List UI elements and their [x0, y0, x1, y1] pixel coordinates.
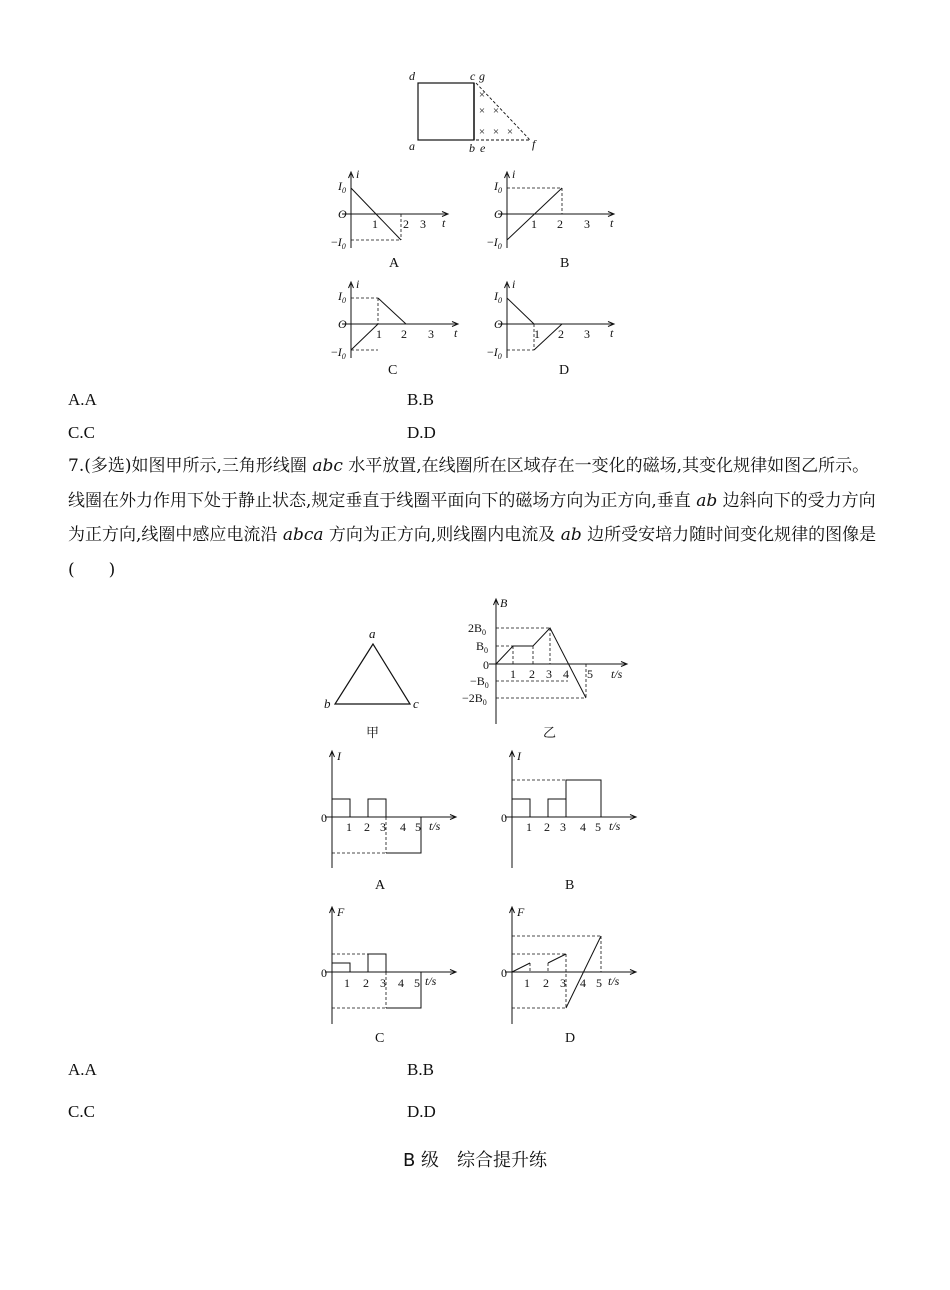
vertex-a: a	[369, 626, 376, 641]
tick-2: 2	[401, 327, 407, 341]
tick-1: 1	[534, 327, 540, 341]
tick-4: 4	[580, 820, 586, 834]
tick-3: 3	[380, 820, 386, 834]
q7-graph-a	[300, 744, 460, 870]
q6-graph-a	[330, 168, 460, 253]
label-b: b	[469, 141, 475, 155]
tick-3: 3	[584, 217, 590, 231]
origin-label: O	[338, 317, 347, 331]
tick-3: 3	[560, 820, 566, 834]
q7-body	[68, 456, 876, 580]
axis-ts: t/s	[609, 819, 621, 833]
q7-caption-c: C	[375, 1031, 385, 1046]
origin-label: O	[338, 207, 347, 221]
q7-graph-d	[480, 900, 640, 1026]
q7-figure-jia	[318, 624, 428, 716]
origin-0: 0	[501, 966, 507, 980]
axis-ts: t/s	[429, 819, 441, 833]
q6-caption-d: D	[559, 363, 570, 378]
q7-variable: ab	[560, 525, 582, 545]
i0-label: $I_0$	[494, 289, 502, 305]
origin-label: O	[494, 317, 503, 331]
tick-1: 1	[346, 820, 352, 834]
field-cross: ×	[492, 126, 500, 138]
tick-5: 5	[596, 976, 602, 990]
q7-figure-yi	[455, 594, 640, 724]
tick-1: 1	[531, 217, 537, 231]
axis-i: i	[356, 277, 360, 291]
label-c: c	[470, 69, 476, 83]
q6-option-c[interactable]: C.C	[68, 423, 95, 442]
axis-i: i	[512, 167, 516, 181]
origin-label: O	[494, 207, 503, 221]
q6-graph-b	[486, 168, 626, 253]
i0-label: $I_0$	[338, 289, 346, 305]
q7-graph-c	[300, 900, 460, 1026]
tick-5: 5	[415, 820, 421, 834]
tick-2: 2	[363, 976, 369, 990]
q7-text-run: 边所受安培力随时间变化规律的图像是( )	[68, 525, 877, 580]
tick-1: 1	[344, 976, 350, 990]
tick-2: 2	[403, 217, 409, 231]
tick-3: 3	[584, 327, 590, 341]
q7-stem	[68, 449, 880, 587]
tick-4: 4	[398, 976, 404, 990]
axis-i: i	[512, 277, 516, 291]
q7-caption-b: B	[565, 878, 575, 893]
field-cross: ×	[478, 105, 486, 117]
q6-caption-c: C	[388, 363, 398, 378]
origin-0: 0	[501, 811, 507, 825]
q7-caption-a: A	[375, 878, 386, 893]
vertex-b: b	[324, 696, 331, 711]
q7-caption-jia: 甲	[366, 726, 380, 741]
label-g: g	[479, 69, 485, 83]
i0-label: $I_0$	[494, 179, 502, 195]
q6-option-d[interactable]: D.D	[407, 423, 436, 442]
q7-option-c[interactable]: C.C	[68, 1102, 95, 1121]
axis-i: i	[356, 167, 360, 181]
tick-2: 2	[558, 327, 564, 341]
tick-2: 2	[543, 976, 549, 990]
tick-2: 2	[557, 217, 563, 231]
axis-i: I	[517, 749, 521, 763]
q6-option-b[interactable]: B.B	[407, 390, 434, 409]
q7-option-a[interactable]: A.A	[68, 1060, 97, 1079]
q7-variable: abc	[312, 456, 343, 476]
tick-5: 5	[414, 976, 420, 990]
axis-ts: t/s	[611, 667, 623, 681]
field-cross: ×	[478, 126, 486, 138]
neg-i0-label: $-I_0$	[487, 345, 502, 361]
tick-4: 4	[580, 976, 586, 990]
q7-text-run: 方向为正方向,则线圈内电流及	[323, 525, 561, 545]
origin-0: 0	[321, 966, 327, 980]
field-cross: ×	[478, 89, 486, 101]
tick-neg-b0: $-B_0$	[470, 674, 489, 690]
tick-2: 2	[364, 820, 370, 834]
q7-text-run: 水平放置,在线圈所在区域存在一变化的磁场,其变化规律如图乙所示。线圈在外力作用下处于静止状态,规定垂直于线圈平面向下的磁场方向为正方向,垂直	[68, 456, 870, 511]
origin-0: 0	[321, 811, 327, 825]
tick-2b0: $2B_0$	[468, 621, 487, 637]
label-e: e	[480, 141, 486, 155]
neg-i0-label: $-I_0$	[331, 345, 346, 361]
q7-option-b[interactable]: B.B	[407, 1060, 434, 1079]
tick-1: 1	[376, 327, 382, 341]
tick-1: 1	[526, 820, 532, 834]
q6-loop-figure	[400, 66, 550, 156]
axis-f: F	[337, 905, 345, 919]
q6-option-a[interactable]: A.A	[68, 390, 97, 409]
tick-5: 5	[595, 820, 601, 834]
q7-variable: ab	[696, 490, 718, 511]
tick-x3: 3	[546, 667, 552, 681]
label-d: d	[409, 69, 415, 83]
tick-x4: 4	[563, 667, 569, 681]
axis-i: I	[337, 749, 341, 763]
axis-f: F	[517, 905, 525, 919]
neg-i0-label: $-I_0$	[331, 235, 346, 251]
q6-caption-b: B	[560, 256, 570, 271]
axis-t: t	[610, 326, 614, 340]
label-f: f	[532, 137, 536, 151]
tick-4: 4	[400, 820, 406, 834]
tick-x1: 1	[510, 667, 516, 681]
q7-caption-d: D	[565, 1031, 576, 1046]
tick-x5: 5	[587, 667, 593, 681]
neg-i0-label: $-I_0$	[487, 235, 502, 251]
axis-b: B	[500, 596, 508, 610]
tick-neg-2b0: $-2B_0$	[462, 691, 487, 707]
q7-variable: abca	[282, 525, 324, 545]
axis-t: t	[454, 326, 458, 340]
tick-x2: 2	[529, 667, 535, 681]
axis-t: t	[442, 216, 446, 230]
label-a: a	[409, 139, 415, 153]
tick-2: 2	[544, 820, 550, 834]
tick-3: 3	[420, 217, 426, 231]
q6-caption-a: A	[389, 256, 400, 271]
q7-tag: (多选)	[84, 456, 132, 476]
q7-caption-yi: 乙	[543, 726, 557, 741]
axis-ts: t/s	[425, 974, 437, 988]
axis-t: t	[610, 216, 614, 230]
vertex-c: c	[413, 696, 419, 711]
q7-number: 7.	[68, 456, 85, 476]
q7-text-run: 边斜向下的受力方向为正方向,线圈中感应电流沿	[68, 490, 876, 545]
q7-text-run: 如图甲所示,三角形线圈	[131, 456, 313, 476]
field-cross: ×	[492, 105, 500, 117]
i0-label: $I_0$	[338, 179, 346, 195]
q6-graph-d	[486, 278, 626, 363]
q7-graph-b	[480, 744, 640, 870]
tick-3: 3	[560, 976, 566, 990]
q6-graph-c	[330, 278, 470, 363]
field-cross: ×	[506, 126, 514, 138]
tick-3: 3	[428, 327, 434, 341]
axis-ts: t/s	[608, 974, 620, 988]
tick-zero: 0	[483, 658, 489, 672]
tick-3: 3	[380, 976, 386, 990]
q7-option-d[interactable]: D.D	[407, 1102, 436, 1121]
tick-1: 1	[524, 976, 530, 990]
section-title: B 级 综合提升练	[402, 1150, 548, 1171]
tick-1: 1	[372, 217, 378, 231]
tick-b0: $B_0$	[476, 639, 489, 655]
